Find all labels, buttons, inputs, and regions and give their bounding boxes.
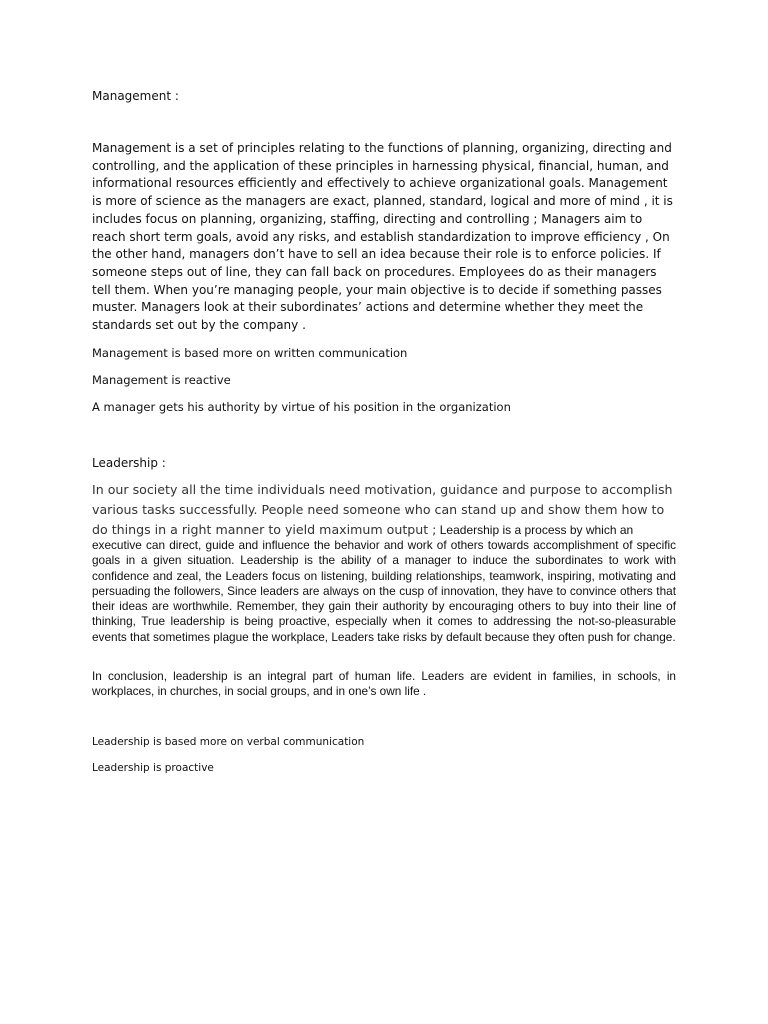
management-heading: Management : [92,89,179,103]
leadership-intro-line: In our society all the time individuals need motivation, guidance and purpose to accomplish [92,482,673,497]
management-point-authority: A manager gets his authority by virtue of his position in the organization [92,400,511,414]
leadership-intro-line [92,520,682,540]
leadership-intro [92,480,682,540]
management-paragraph: Management is a set of principles relating to the functions of planning, organizing, directing and controlling, and the application of these principles in harnessing physical, financial, human, and informational resources efficiently and effectively to achieve organizational goals. Management is more of science as the managers are exact, planned, standard, logical and more of mind , it is includes focus on planning, organizing, staffing, directing and controlling ; Managers aim to reach short term goals, avoid any risks, and establish standardization to improve efficiency , On the other hand, managers don’t have to sell an idea because their role is to enforce policies. If someone steps out of line, they can fall back on procedures. Employees do as their managers tell them. When you’re managing people, your main objective is to decide if something passes muster. Managers look at their subordinates’ actions and determine whether they meet the standards set out by the company . [92,141,673,333]
leadership-conclusion: In conclusion, leadership is an integral part of human life. Leaders are evident in families, in schools, in workplaces, in churches, in social groups, and in one’s own life . [92,669,676,699]
leadership-paragraph: executive can direct, guide and influence the behavior and work of others towards accomplishment of specific goals in a given situation. Leadership is the ability of a manager to induce the subordinates to work with confidence and zeal, the Leaders focus on listening, building relationships, teamwork, inspiring, motivating and persuading the followers, Since leaders are always on the cusp of innovation, they have to convince others that their ideas are worthwhile. Remember, they gain their authority by encouraging others to buy into their line of thinking, True leadership is being proactive, especially when it comes to addressing the not-so-pleasurable events that sometimes plague the workplace, Leaders take risks by default because they often push for change. [92,538,676,644]
management-point-written: Management is based more on written communication [92,346,408,360]
leadership-point-verbal: Leadership is based more on verbal communication [92,736,365,748]
leadership-intro-tail: Leadership is a process by which an [436,523,634,537]
leadership-intro-end: do things in a right manner to yield maximum output ; [92,522,437,537]
leadership-heading: Leadership : [92,456,166,470]
management-point-reactive: Management is reactive [92,373,231,387]
leadership-point-proactive: Leadership is proactive [92,762,214,774]
leadership-intro-line: various tasks successfully. People need someone who can stand up and show them how to [92,502,665,517]
